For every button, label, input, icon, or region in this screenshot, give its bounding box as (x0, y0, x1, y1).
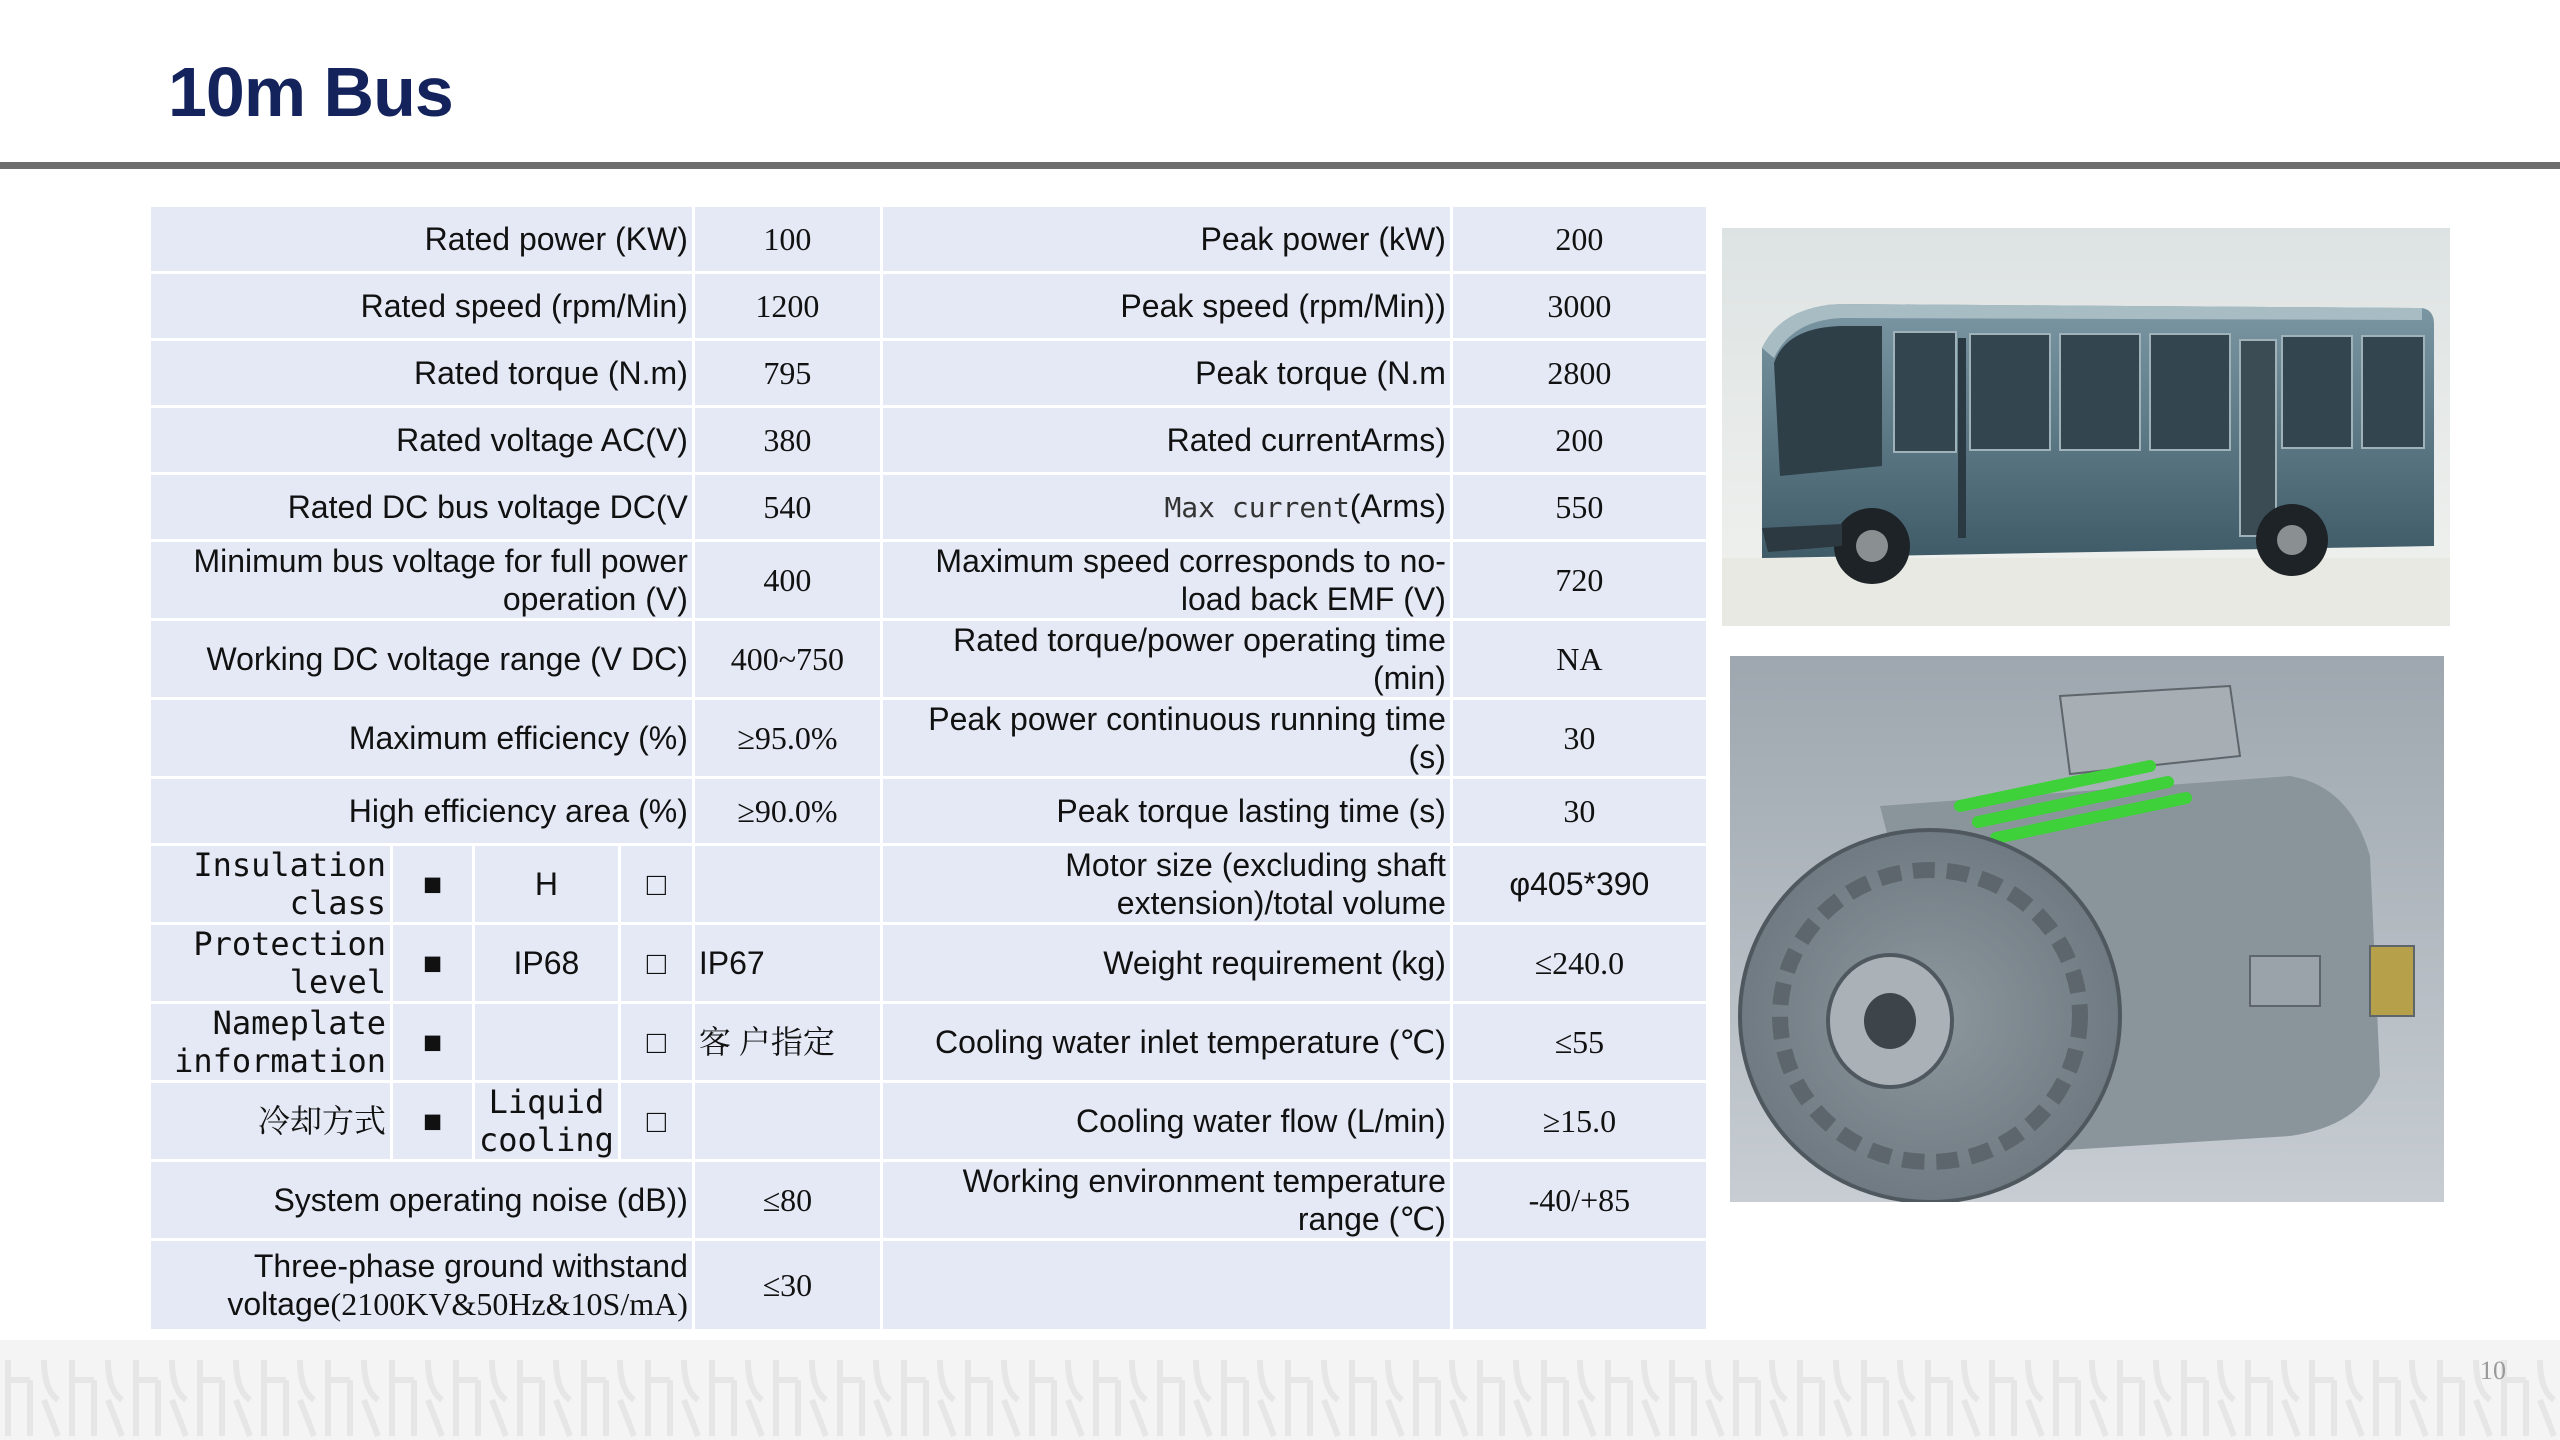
spec-value: ≥90.0% (693, 778, 881, 845)
spec-label: Rated voltage AC(V) (150, 407, 694, 474)
spec-label: Rated power (KW) (150, 206, 694, 273)
spec-label: Maximum efficiency (%) (150, 699, 694, 778)
spec-value: φ405*390 (1451, 845, 1707, 924)
spec-label: Cooling water flow (L/min) (881, 1082, 1451, 1161)
spec-value: 550 (1451, 474, 1707, 541)
slide-title: 10m Bus (168, 53, 453, 131)
spec-label: Minimum bus voltage for full power operation (V) (150, 541, 694, 620)
table-row (150, 541, 1708, 620)
spec-label: Rated DC bus voltage DC(V (150, 474, 694, 541)
spec-label: Weight requirement (kg) (881, 924, 1451, 1003)
spec-label: Peak power continuous running time (s) (881, 699, 1451, 778)
table-row (150, 620, 1708, 699)
spec-label: Rated speed (rpm/Min) (150, 273, 694, 340)
spec-value: 2800 (1451, 340, 1707, 407)
spec-value: 380 (693, 407, 881, 474)
spec-value: ≤30 (693, 1240, 881, 1331)
unchecked-box-icon[interactable]: □ (619, 1082, 693, 1161)
option-value: H (474, 845, 620, 924)
spec-value: 400 (693, 541, 881, 620)
spec-value: ≥15.0 (1451, 1082, 1707, 1161)
option-alt-value: 客 户指定 (693, 1003, 881, 1082)
spec-value: 200 (1451, 407, 1707, 474)
option-alt-value (693, 1082, 881, 1161)
option-label: Insulation class (150, 845, 392, 924)
bus-image (1722, 228, 2450, 626)
spec-label: Working DC voltage range (V DC) (150, 620, 694, 699)
checked-box-icon[interactable]: ■ (392, 845, 474, 924)
option-alt-value: IP67 (693, 924, 881, 1003)
spec-label (881, 474, 1451, 541)
option-label: 冷却方式 (150, 1082, 392, 1161)
table-row (150, 407, 1708, 474)
spec-value: -40/+85 (1451, 1161, 1707, 1240)
spec-label: Peak power (kW) (881, 206, 1451, 273)
motor-render (1730, 656, 2444, 1202)
spec-label (881, 1240, 1451, 1331)
spec-label: Working environment temperature range (℃) (881, 1161, 1451, 1240)
spec-label: System operating noise (dB)) (150, 1161, 694, 1240)
option-row (150, 924, 1708, 1003)
spec-value: 3000 (1451, 273, 1707, 340)
spec-label: Peak torque (N.m (881, 340, 1451, 407)
spec-value (1451, 1240, 1707, 1331)
unchecked-box-icon[interactable]: □ (619, 1003, 693, 1082)
table-row (150, 1161, 1708, 1240)
spec-label: Peak torque lasting time (s) (881, 778, 1451, 845)
spec-table (148, 204, 1709, 1332)
bus-photo (1722, 228, 2450, 626)
spec-label: Motor size (excluding shaft extension)/total volume (881, 845, 1451, 924)
spec-label-suffix: (Arms) (1349, 488, 1446, 524)
spec-value: ≥95.0% (693, 699, 881, 778)
option-row (150, 845, 1708, 924)
table-row (150, 1240, 1708, 1331)
checked-box-icon[interactable]: ■ (392, 1082, 474, 1161)
spec-value: ≤55 (1451, 1003, 1707, 1082)
option-label: Nameplate information (150, 1003, 392, 1082)
table-row (150, 778, 1708, 845)
page-number: 10 (2480, 1356, 2506, 1385)
table-row (150, 340, 1708, 407)
table-row (150, 474, 1708, 541)
spec-label: Maximum speed corresponds to no-load back EMF (V) (881, 541, 1451, 620)
spec-value: 1200 (693, 273, 881, 340)
spec-label: Rated torque (N.m) (150, 340, 694, 407)
motor-image (1730, 656, 2444, 1202)
spec-label: Cooling water inlet temperature (℃) (881, 1003, 1451, 1082)
option-value: Liquid cooling (474, 1082, 620, 1161)
spec-value: 795 (693, 340, 881, 407)
spec-label (150, 1240, 694, 1331)
spec-value: ≤80 (693, 1161, 881, 1240)
spec-value: 30 (1451, 778, 1707, 845)
spec-value: 400~750 (693, 620, 881, 699)
checked-box-icon[interactable]: ■ (392, 924, 474, 1003)
spec-label: Rated torque/power operating time (min) (881, 620, 1451, 699)
spec-value: 100 (693, 206, 881, 273)
spec-value: 30 (1451, 699, 1707, 778)
spec-label: Peak speed (rpm/Min)) (881, 273, 1451, 340)
spec-label: Rated currentArms) (881, 407, 1451, 474)
spec-label-suffix: (2100KV&50Hz&10S/mA) (330, 1286, 688, 1322)
spec-label: High efficiency area (%) (150, 778, 694, 845)
option-alt-value (693, 845, 881, 924)
table-row (150, 699, 1708, 778)
option-label: Protection level (150, 924, 392, 1003)
header-divider (0, 162, 2560, 169)
table-row (150, 206, 1708, 273)
unchecked-box-icon[interactable]: □ (619, 845, 693, 924)
table-row (150, 273, 1708, 340)
spec-value: 200 (1451, 206, 1707, 273)
checked-box-icon[interactable]: ■ (392, 1003, 474, 1082)
option-row (150, 1082, 1708, 1161)
spec-value: NA (1451, 620, 1707, 699)
footer-pattern (0, 1340, 2560, 1440)
spec-label-prefix: Max current (1164, 491, 1350, 524)
spec-label-prefix: Three-phase ground withstand voltage (227, 1248, 688, 1322)
spec-value: 540 (693, 474, 881, 541)
spec-value: ≤240.0 (1451, 924, 1707, 1003)
option-value: IP68 (474, 924, 620, 1003)
option-row (150, 1003, 1708, 1082)
spec-value: 720 (1451, 541, 1707, 620)
footer-decoration (0, 1340, 2560, 1440)
unchecked-box-icon[interactable]: □ (619, 924, 693, 1003)
option-value (474, 1003, 620, 1082)
